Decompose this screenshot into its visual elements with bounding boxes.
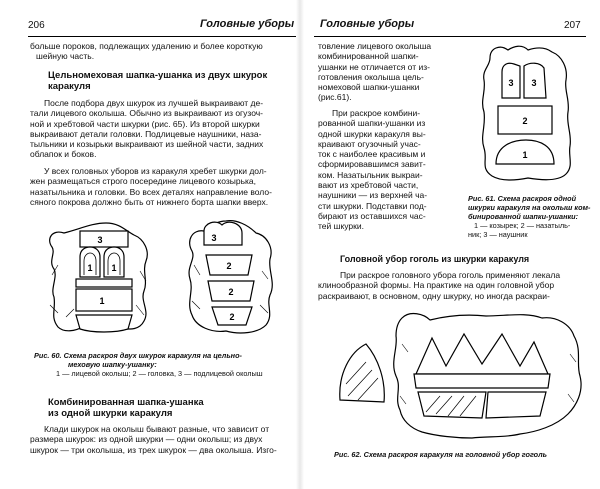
text-line: сти шкурки. Подставки под- bbox=[318, 200, 427, 211]
text-line: размера шкурок: из одной шкурки — одни околыш; из двух bbox=[30, 434, 263, 445]
heading-line: каракуля bbox=[48, 81, 91, 92]
page-number: 206 bbox=[28, 20, 45, 31]
pattern-piece-3-top bbox=[80, 231, 128, 247]
header-rule bbox=[314, 36, 586, 37]
text-line: Клади шкурок на околыш бывают разные, что зависит от bbox=[44, 424, 270, 434]
running-title: Головные уборы bbox=[320, 18, 415, 30]
text-line: После подбора двух шкурок из лучшей выкраивают де- bbox=[44, 98, 264, 108]
crown-band bbox=[414, 374, 550, 388]
heading-line: из одной шкурки каракуля bbox=[48, 408, 173, 419]
label-2: 2 bbox=[229, 312, 235, 322]
column-paragraph bbox=[318, 108, 466, 232]
running-title: Головные уборы bbox=[200, 18, 295, 30]
text-line: сяного покрова должно быть от нижнего борта шапки вверх. bbox=[30, 196, 269, 207]
figure-62-caption bbox=[334, 450, 594, 459]
intro-text bbox=[30, 41, 292, 62]
text-line: комбинированной шапки- bbox=[318, 51, 419, 62]
text-line: выкраивают детали головки. Подлицевые наушники, назa- bbox=[30, 128, 262, 139]
label-2: 2 bbox=[522, 116, 528, 126]
text-line: бирают из оставшихся час- bbox=[318, 210, 426, 221]
label-1: 1 bbox=[99, 296, 105, 306]
label-1: 1 bbox=[522, 150, 528, 160]
text-line: тыльники и козырьки выкраивают из шейной части, задних bbox=[30, 139, 264, 150]
text-line: жен размещаться строго посередине лицевого козырька, bbox=[30, 176, 256, 187]
heading-line: Комбинированная шапка-ушанка bbox=[48, 397, 204, 408]
text-line: тей шкурки. bbox=[318, 221, 364, 232]
text-line: ной и хребтовой части шкурки (рис. 65). Из второй шкурки bbox=[30, 118, 260, 129]
crown-outline bbox=[416, 334, 548, 374]
text-line: наушники — из верхней ча- bbox=[318, 190, 428, 201]
text-line: При раскрое головного убора гоголь применяют лекала bbox=[340, 270, 561, 280]
section-heading bbox=[340, 254, 590, 265]
text-line: одной шкурки каракуля вы- bbox=[318, 128, 426, 139]
caption-title: Рис. 61. Схема раскроя одной bbox=[468, 194, 577, 203]
label-2: 2 bbox=[228, 287, 234, 297]
label-3: 3 bbox=[531, 78, 537, 88]
paragraph bbox=[30, 98, 292, 160]
column-paragraph bbox=[318, 41, 466, 103]
text-line: клинообразной формы. На практике на один головной убор bbox=[318, 280, 555, 291]
text-line: При раскрое комбини- bbox=[332, 108, 421, 118]
text-line: больше пороков, подлежащих удалению и более короткую bbox=[30, 41, 263, 51]
paragraph bbox=[318, 270, 588, 301]
text-line: шкурок — три околыша, из трех шкурок — два околыша. Изго- bbox=[30, 444, 277, 455]
text-line: краивают огузочный учас- bbox=[318, 138, 421, 149]
caption-title: бинированной шапки-ушанки: bbox=[468, 212, 579, 221]
label-3: 3 bbox=[211, 233, 217, 243]
section-heading bbox=[48, 397, 296, 419]
text-line: рованной шапки-ушанки из bbox=[318, 118, 426, 129]
lower-piece-right bbox=[486, 392, 546, 418]
text-line: вают из хребтовой части, bbox=[318, 180, 419, 191]
figure-60-caption bbox=[34, 351, 296, 378]
text-line: облапок и боков. bbox=[30, 149, 97, 160]
right-page bbox=[300, 0, 600, 489]
text-line: товление лицевого околыша bbox=[318, 41, 432, 51]
caption-title: Рис. 62. Схема раскроя каракуля на головной убор гоголь bbox=[334, 450, 548, 459]
pattern-piece-band bbox=[76, 279, 132, 287]
caption-legend: 1 — лицевой околыш; 2 — головка, 3 — подлицевой околыш bbox=[56, 369, 263, 378]
heading-line: Головной убор гоголь из шкурки каракуля bbox=[340, 254, 530, 264]
text-line: номеховой шапки-ушанки bbox=[318, 82, 420, 93]
figure-62 bbox=[336, 304, 586, 444]
label-1: 1 bbox=[111, 263, 117, 273]
figure-61 bbox=[468, 40, 588, 190]
text-line: У всех головных уборов из каракуля хребет шкурки дол- bbox=[44, 166, 267, 176]
section-heading bbox=[48, 70, 296, 92]
figure-61-caption bbox=[468, 194, 592, 239]
label-3: 3 bbox=[97, 235, 103, 245]
caption-title: Рис. 60. Схема раскроя двух шкурок каракуля на цельно- bbox=[34, 351, 242, 360]
text-line: шейную часть. bbox=[36, 51, 95, 62]
text-line: ком. Назатыльник выкраи- bbox=[318, 169, 423, 180]
caption-legend: ник; 3 — наушник bbox=[468, 230, 528, 239]
caption-legend: 1 — козырек; 2 — назатыль- bbox=[474, 221, 571, 230]
text-line: (рис.61). bbox=[318, 92, 352, 103]
pattern-piece-bottom bbox=[76, 315, 132, 332]
header-rule bbox=[28, 36, 296, 37]
heading-line: Цельномеховая шапка-ушанка из двух шкурок bbox=[48, 70, 268, 81]
label-2: 2 bbox=[226, 261, 232, 271]
cone-piece bbox=[340, 344, 385, 402]
text-line: ток с наиболее красивым и bbox=[318, 149, 426, 160]
label-3: 3 bbox=[508, 78, 514, 88]
figure-60 bbox=[36, 205, 296, 343]
text-line: готовления околыша цель- bbox=[318, 71, 424, 82]
paragraph bbox=[30, 424, 292, 455]
right-page-header bbox=[314, 18, 586, 34]
text-line: сформировавшимся завит- bbox=[318, 159, 426, 170]
page-number: 207 bbox=[564, 20, 581, 31]
left-page-header bbox=[28, 18, 296, 34]
text-line: ушанки не отличается от из- bbox=[318, 61, 430, 72]
caption-title: меховую шапку-ушанку: bbox=[68, 360, 157, 369]
text-line: тали лицевого околыша. Обычно из выкраивают из огузоч- bbox=[30, 108, 264, 119]
pattern-piece-3-top-right bbox=[204, 222, 242, 245]
paragraph bbox=[30, 166, 292, 207]
label-1: 1 bbox=[87, 263, 93, 273]
caption-title: шкурки каракуля на околыш ком- bbox=[468, 203, 591, 212]
text-line: раскраивают, в основном, одну шкурку, но иногда раскраи- bbox=[318, 290, 550, 301]
text-line: назатыльника и головки. Во всех деталях направление воло- bbox=[30, 186, 272, 197]
